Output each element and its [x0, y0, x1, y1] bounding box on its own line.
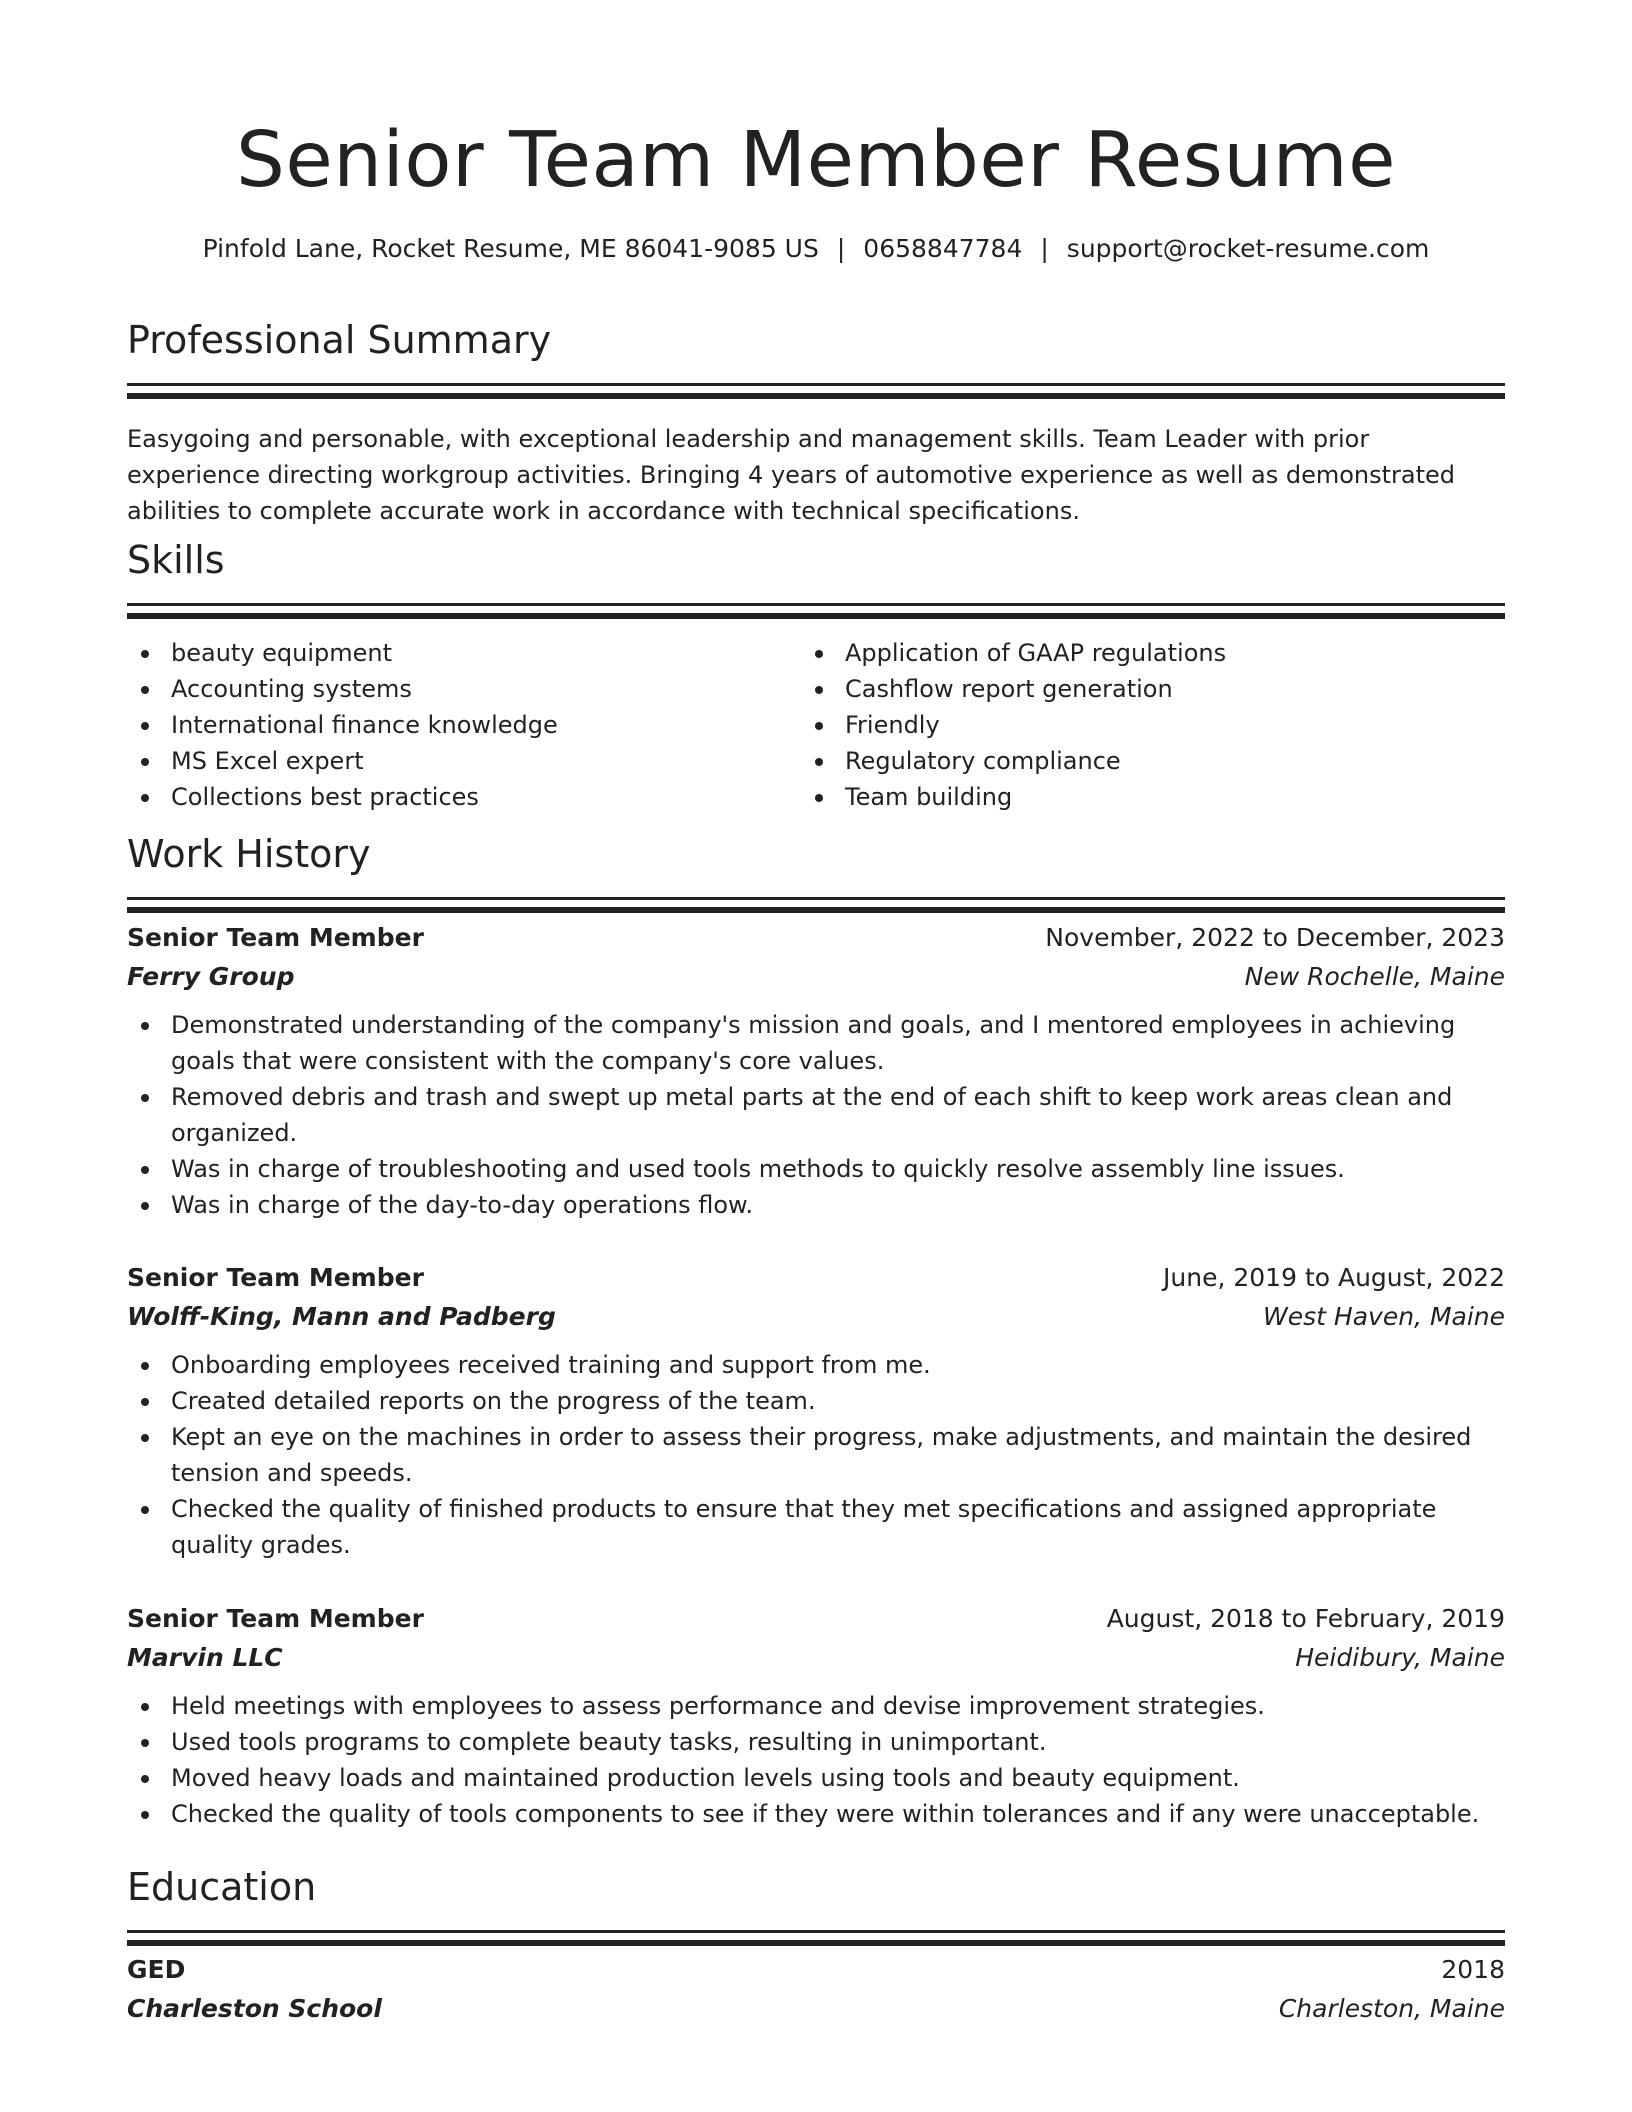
- list-item: Removed debris and trash and swept up metal parts at the end of each shift to keep work areas clean and organized.: [127, 1079, 1505, 1151]
- summary-heading: Professional Summary: [127, 318, 552, 362]
- job-location: West Haven, Maine: [1263, 1302, 1505, 1331]
- list-item: Held meetings with employees to assess performance and devise improvement strategies.: [127, 1688, 1505, 1724]
- skill-item: Collections best practices: [127, 779, 801, 815]
- skill-item: Regulatory compliance: [801, 743, 1226, 779]
- job-company: Wolff-King, Mann and Padberg: [127, 1302, 556, 1331]
- skills-heading: Skills: [127, 538, 225, 582]
- job-title: Senior Team Member: [127, 1263, 424, 1292]
- education-year: 2018: [1441, 1955, 1505, 1984]
- section-divider-thick: [127, 613, 1505, 619]
- list-item: Was in charge of troubleshooting and used tools methods to quickly resolve assembly line issues.: [127, 1151, 1505, 1187]
- list-item: Demonstrated understanding of the company's mission and goals, and I mentored employees in achieving goals that were consistent with the company's core values.: [127, 1007, 1505, 1079]
- skills-section: [127, 538, 1505, 815]
- contact-email: support@rocket-resume.com: [1066, 234, 1430, 263]
- skill-item: MS Excel expert: [127, 743, 801, 779]
- education-section: [127, 1865, 1505, 1946]
- list-item: Used tools programs to complete beauty tasks, resulting in unimportant.: [127, 1724, 1505, 1760]
- contact-line: [127, 234, 1505, 264]
- skill-item: Team building: [801, 779, 1226, 815]
- job-company: Ferry Group: [127, 962, 295, 991]
- skill-item: Friendly: [801, 707, 1226, 743]
- education-school: Charleston School: [127, 1994, 382, 2023]
- list-item: Onboarding employees received training and support from me.: [127, 1347, 1505, 1383]
- skill-item: Cashflow report generation: [801, 671, 1226, 707]
- education-degree: GED: [127, 1955, 186, 1984]
- contact-address: Pinfold Lane, Rocket Resume, ME 86041-9085 US: [202, 234, 819, 263]
- section-divider-thick: [127, 393, 1505, 399]
- education-subheader: [127, 1989, 1505, 2029]
- work-section: [127, 832, 1505, 913]
- job-location: New Rochelle, Maine: [1244, 962, 1505, 991]
- section-divider: [127, 383, 1505, 386]
- job-bullets: [127, 1347, 1505, 1563]
- skill-item: International finance knowledge: [127, 707, 801, 743]
- summary-text: Easygoing and personable, with exceptional leadership and management skills. Team Leader with prior experience directing workgroup activities. Bringing 4 years of automotive experience as well as demonstrated abilities to complete accurate work in accordance with technical specifications.: [127, 425, 1456, 525]
- education-entry: [127, 1951, 1505, 2029]
- skill-item: beauty equipment: [127, 635, 801, 671]
- section-divider: [127, 1930, 1505, 1933]
- section-divider-thick: [127, 907, 1505, 913]
- job-dates: November, 2022 to December, 2023: [1045, 923, 1505, 952]
- job-title: Senior Team Member: [127, 1604, 424, 1633]
- education-heading: Education: [127, 1865, 317, 1909]
- skills-list-right: [801, 635, 1226, 815]
- job-bullets: [127, 1007, 1505, 1223]
- job-dates: August, 2018 to February, 2019: [1106, 1604, 1505, 1633]
- summary-section: [127, 318, 1505, 529]
- job-subheader: [127, 1297, 1505, 1337]
- job-location: Heidibury, Maine: [1295, 1643, 1505, 1672]
- contact-phone: 0658847784: [863, 234, 1023, 263]
- contact-separator: |: [1040, 234, 1049, 263]
- job-entry: [127, 1259, 1505, 1563]
- list-item: Was in charge of the day-to-day operations flow.: [127, 1187, 1505, 1223]
- job-subheader: [127, 1638, 1505, 1678]
- list-item: Kept an eye on the machines in order to assess their progress, make adjustments, and maintain the desired tension and speeds.: [127, 1419, 1505, 1491]
- contact-separator: |: [836, 234, 846, 263]
- job-entry: [127, 1600, 1505, 1832]
- job-title: Senior Team Member: [127, 923, 424, 952]
- list-item: Checked the quality of finished products to ensure that they met specifications and assigned appropriate quality grades.: [127, 1491, 1505, 1563]
- list-item: Created detailed reports on the progress of the team.: [127, 1383, 1505, 1419]
- job-header: [127, 1600, 1505, 1638]
- skill-item: Application of GAAP regulations: [801, 635, 1226, 671]
- education-header: [127, 1951, 1505, 1989]
- job-header: [127, 919, 1505, 957]
- skill-item: Accounting systems: [127, 671, 801, 707]
- skills-columns: [127, 635, 1505, 815]
- skills-list-left: [127, 635, 801, 815]
- list-item: Moved heavy loads and maintained production levels using tools and beauty equipment.: [127, 1760, 1505, 1796]
- job-dates: June, 2019 to August, 2022: [1163, 1263, 1505, 1292]
- job-subheader: [127, 957, 1505, 997]
- section-divider-thick: [127, 1940, 1505, 1946]
- education-location: Charleston, Maine: [1278, 1994, 1505, 2023]
- job-entry: [127, 919, 1505, 1223]
- work-heading: Work History: [127, 832, 371, 876]
- job-header: [127, 1259, 1505, 1297]
- list-item: Checked the quality of tools components to see if they were within tolerances and if any were unacceptable.: [127, 1796, 1505, 1832]
- page-title: Senior Team Member Resume: [235, 116, 1397, 205]
- job-company: Marvin LLC: [127, 1643, 283, 1672]
- section-divider: [127, 897, 1505, 900]
- job-bullets: [127, 1688, 1505, 1832]
- section-divider: [127, 603, 1505, 606]
